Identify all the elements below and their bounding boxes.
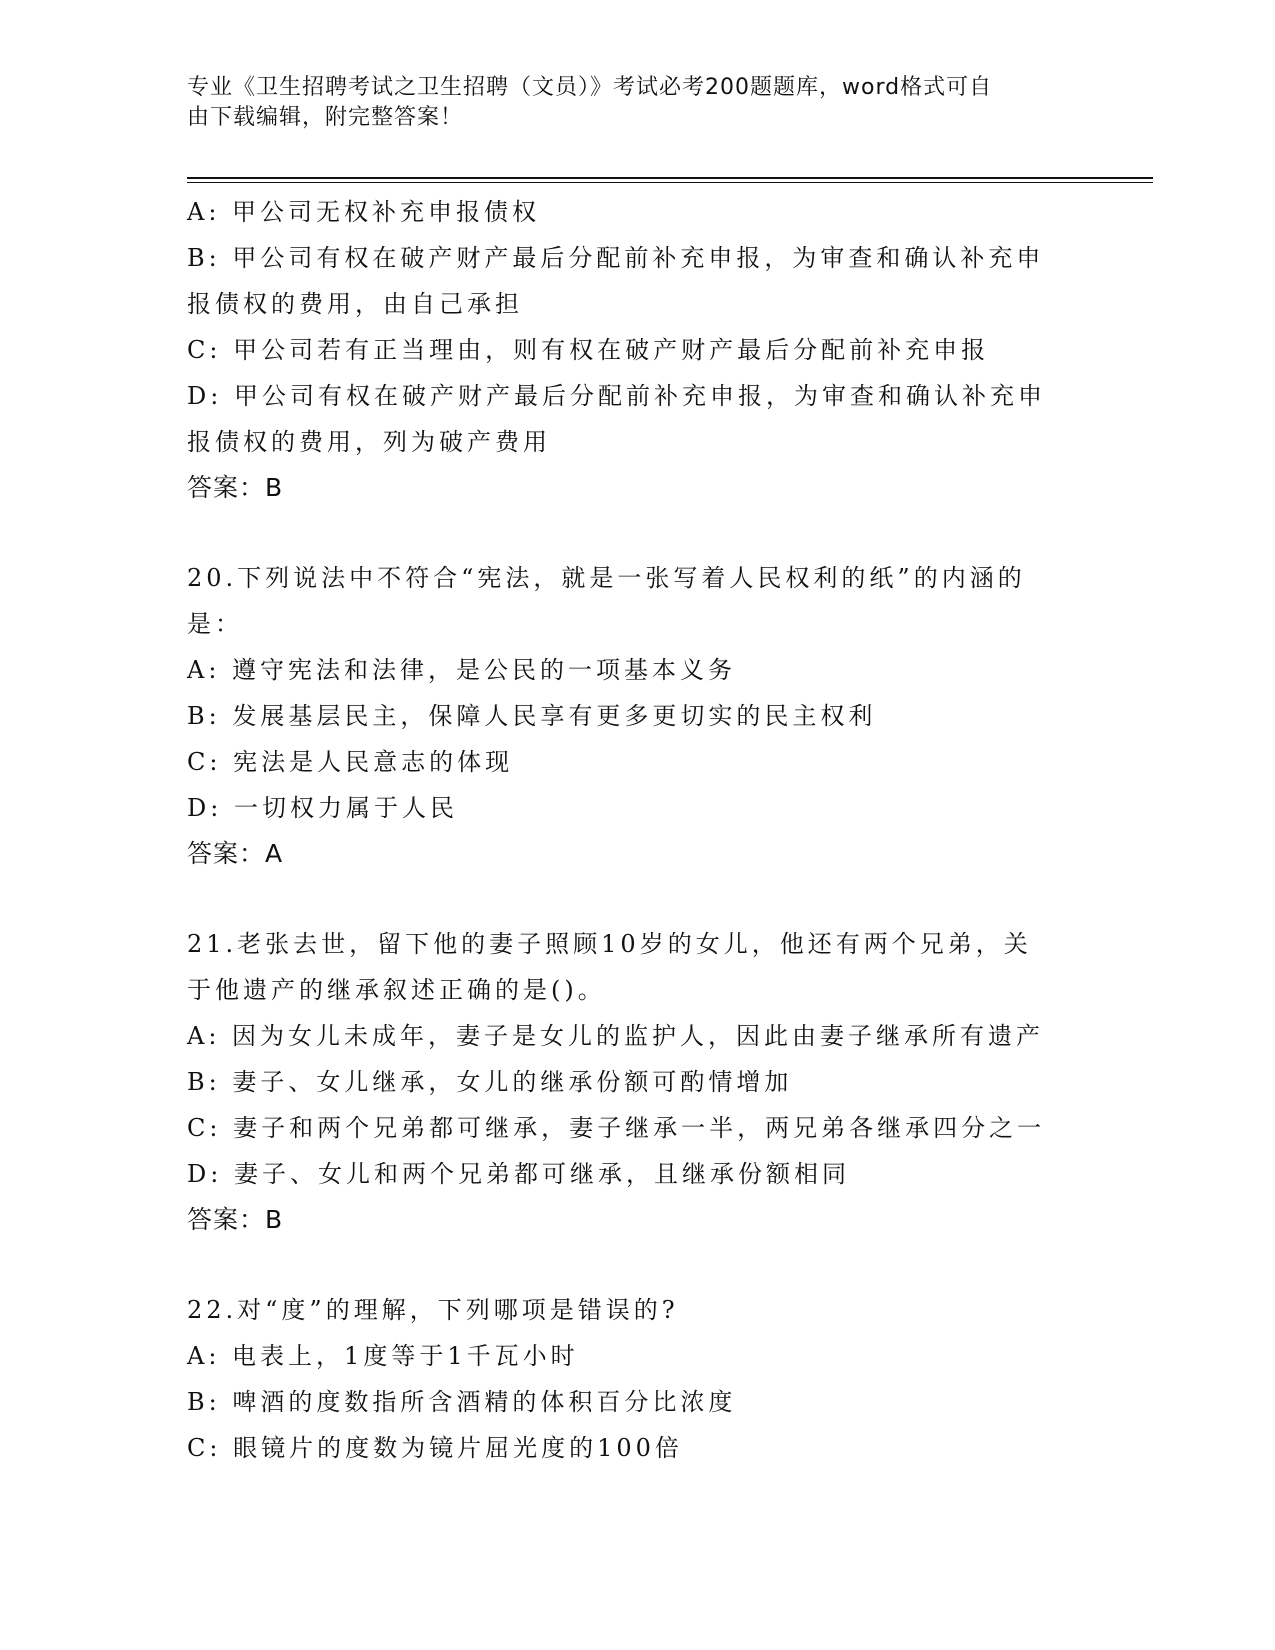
header-title-line-2: 由下载编辑，附完整答案！ <box>187 105 464 130</box>
question-spacer <box>187 1243 1087 1287</box>
option-d-line-2: 报债权的费用，列为破产费用 <box>187 428 551 456</box>
question-stem-line-1: 21.老张去世，留下他的妻子照顾10岁的女儿，他还有两个兄弟，关 <box>187 930 1032 958</box>
question-stem: 22.对“度”的理解，下列哪项是错误的? <box>187 1296 679 1324</box>
answer: 答案：B <box>187 473 284 502</box>
option-b: B: 妻子、女儿继承，女儿的继承份额可酌情增加 <box>187 1068 793 1096</box>
question-21 <box>187 921 1087 1243</box>
option-a: A: 电表上，1度等于1千瓦小时 <box>187 1342 579 1370</box>
option-a: A: 甲公司无权补充申报债权 <box>187 198 541 226</box>
question-list <box>187 189 1087 1471</box>
option-b-line-1: B: 甲公司有权在破产财产最后分配前补充申报，为审查和确认补充申 <box>187 244 1045 272</box>
question-spacer <box>187 877 1087 921</box>
option-d: D: 一切权力属于人民 <box>187 794 458 822</box>
header-divider-thin <box>187 182 1153 183</box>
question-22 <box>187 1287 1087 1471</box>
option-c: C: 妻子和两个兄弟都可继承，妻子继承一半，两兄弟各继承四分之一 <box>187 1114 1046 1142</box>
option-b: B: 发展基层民主，保障人民享有更多更切实的民主权利 <box>187 702 877 730</box>
question-stem-line-2: 是： <box>187 610 243 638</box>
option-c: C: 眼镜片的度数为镜片屈光度的100倍 <box>187 1434 683 1462</box>
option-b-line-2: 报债权的费用，由自己承担 <box>187 290 523 318</box>
answer: 答案：B <box>187 1205 284 1234</box>
question-19 <box>187 189 1087 511</box>
document-header <box>187 73 1067 133</box>
option-c: C: 宪法是人民意志的体现 <box>187 748 514 776</box>
option-b: B: 啤酒的度数指所含酒精的体积百分比浓度 <box>187 1388 737 1416</box>
option-a: A: 因为女儿未成年，妻子是女儿的监护人，因此由妻子继承所有遗产 <box>187 1022 1045 1050</box>
option-d-line-1: D: 甲公司有权在破产财产最后分配前补充申报，为审查和确认补充申 <box>187 382 1046 410</box>
question-stem-line-1: 20.下列说法中不符合“宪法，就是一张写着人民权利的纸”的内涵的 <box>187 564 1026 592</box>
option-a: A: 遵守宪法和法律，是公民的一项基本义务 <box>187 656 737 684</box>
question-stem-line-2: 于他遗产的继承叙述正确的是()。 <box>187 976 606 1004</box>
option-d: D: 妻子、女儿和两个兄弟都可继承，且继承份额相同 <box>187 1160 850 1188</box>
answer: 答案：A <box>187 839 284 868</box>
header-divider-thick <box>187 177 1153 179</box>
option-c: C: 甲公司若有正当理由，则有权在破产财产最后分配前补充申报 <box>187 336 990 364</box>
question-20 <box>187 555 1087 877</box>
question-spacer <box>187 511 1087 555</box>
header-title-line-1: 专业《卫生招聘考试之卫生招聘（文员）》考试必考200题题库，word格式可自 <box>187 75 993 100</box>
